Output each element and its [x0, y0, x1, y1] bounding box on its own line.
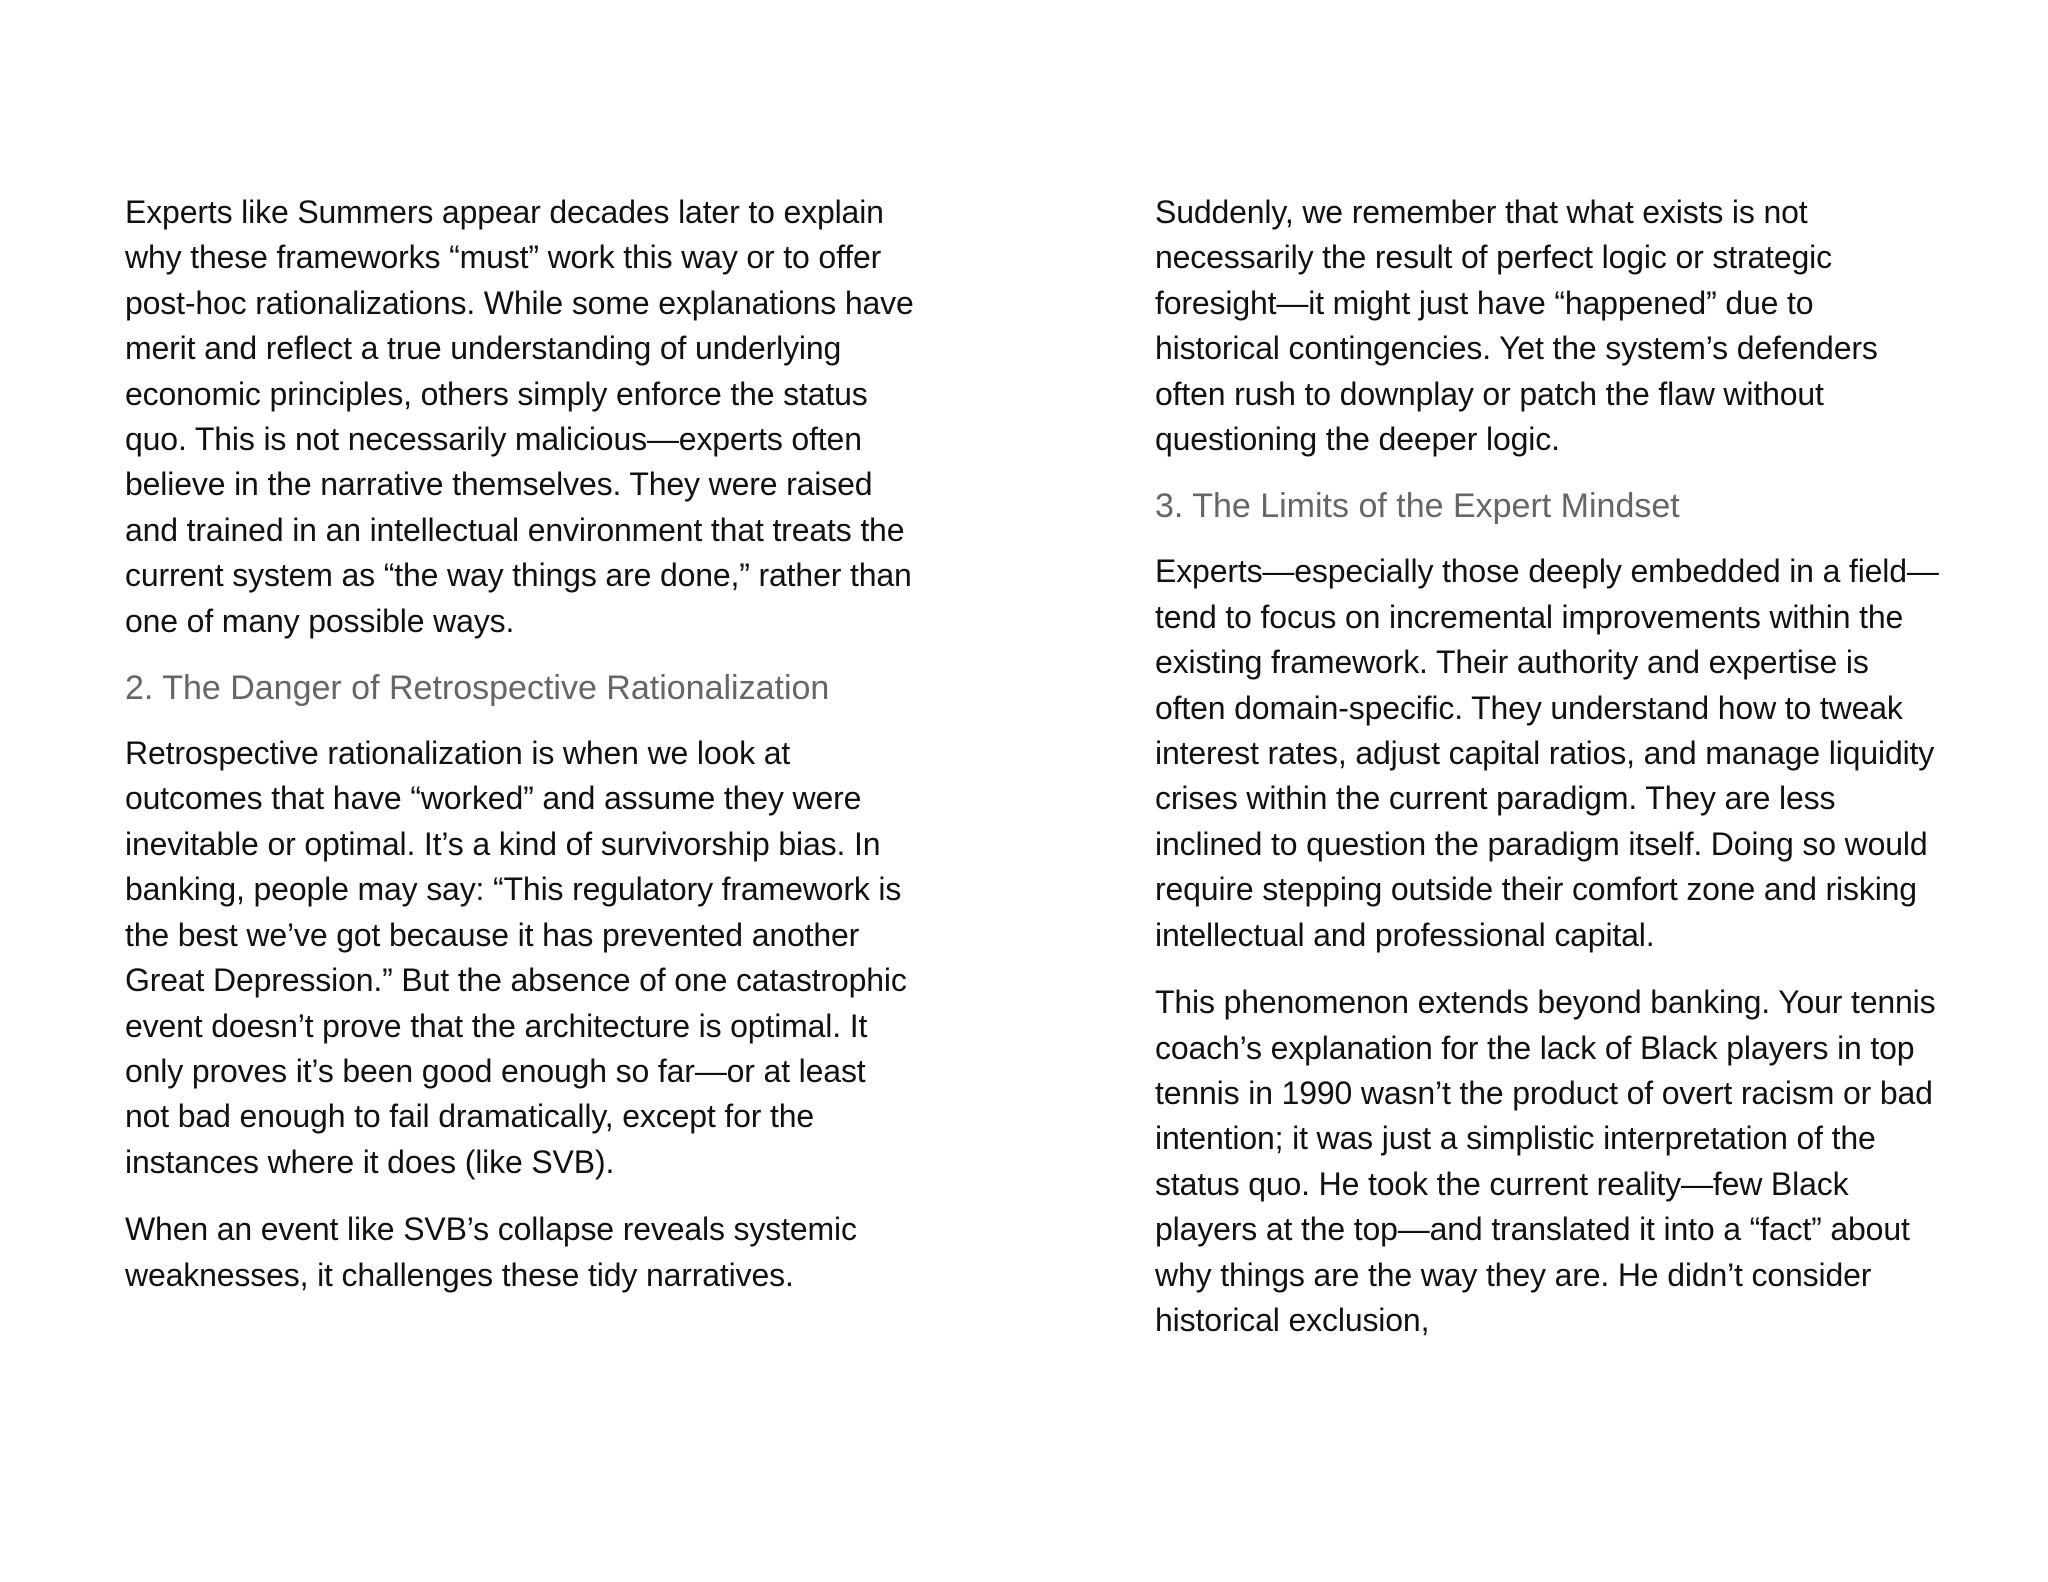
paragraph-incremental-improvements: Experts—especially those deeply embedded in a field—tend to focus on incremental improvements within the existing framework. Their authority and expertise is often domain-specific. They understand how to tweak interest rates, adjust capital ratios, and manage liquidity crises within the current paradigm. They are less inclined to question the paradigm itself. Doing so would require stepping outside their comfort zone and risking intellectual and professional capital. [1155, 553, 1939, 953]
paragraph-experts-summers: Experts like Summers appear decades later to explain why these frameworks “must” work this way or to offer post-hoc rationalizations. While some explanations have merit and reflect a true understanding of underlying economic principles, others simply enforce the status quo. This is not necessarily malicious—experts often believe in the narrative themselves. They were raised and trained in an intellectual environment that treats the current system as “the way things are done,” rather than one of many possible ways. [125, 194, 914, 639]
right-column [1155, 190, 1945, 1365]
paragraph-svb-collapse: When an event like SVB’s collapse reveals systemic weaknesses, it challenges these tidy narratives. [125, 1211, 857, 1293]
left-column [125, 190, 915, 1320]
paragraph-tennis-coach: This phenomenon extends beyond banking. Your tennis coach’s explanation for the lack of Black players in top tennis in 1990 wasn’t the product of overt racism or bad intention; it was just a simplistic interpretation of the status quo. He took the current reality—few Black players at the top—and translated it into a “fact” about why things are the way they are. He didn’t consider historical exclusion, [1155, 984, 1936, 1338]
paragraph-historical-contingencies: Suddenly, we remember that what exists is not necessarily the result of perfect logic or strategic foresight—it might just have “happened” due to historical contingencies. Yet the system’s defenders often rush to downplay or patch the flaw without questioning the deeper logic. [1155, 194, 1878, 458]
section-heading-expert-mindset: 3. The Limits of the Expert Mindset [1155, 487, 1680, 526]
paragraph-retrospective-rationalization: Retrospective rationalization is when we look at outcomes that have “worked” and assume they were inevitable or optimal. It’s a kind of survivorship bias. In banking, people may say: “This regulatory framework is the best we’ve got because it has prevented another Great Depression.” But the absence of one catastrophic event doesn’t prove that the architecture is optimal. It only proves it’s been good enough so far—or at least not bad enough to fail dramatically, except for the instances where it does (like SVB). [125, 735, 907, 1180]
section-heading-retrospective-rationalization: 2. The Danger of Retrospective Rationalization [125, 669, 830, 708]
